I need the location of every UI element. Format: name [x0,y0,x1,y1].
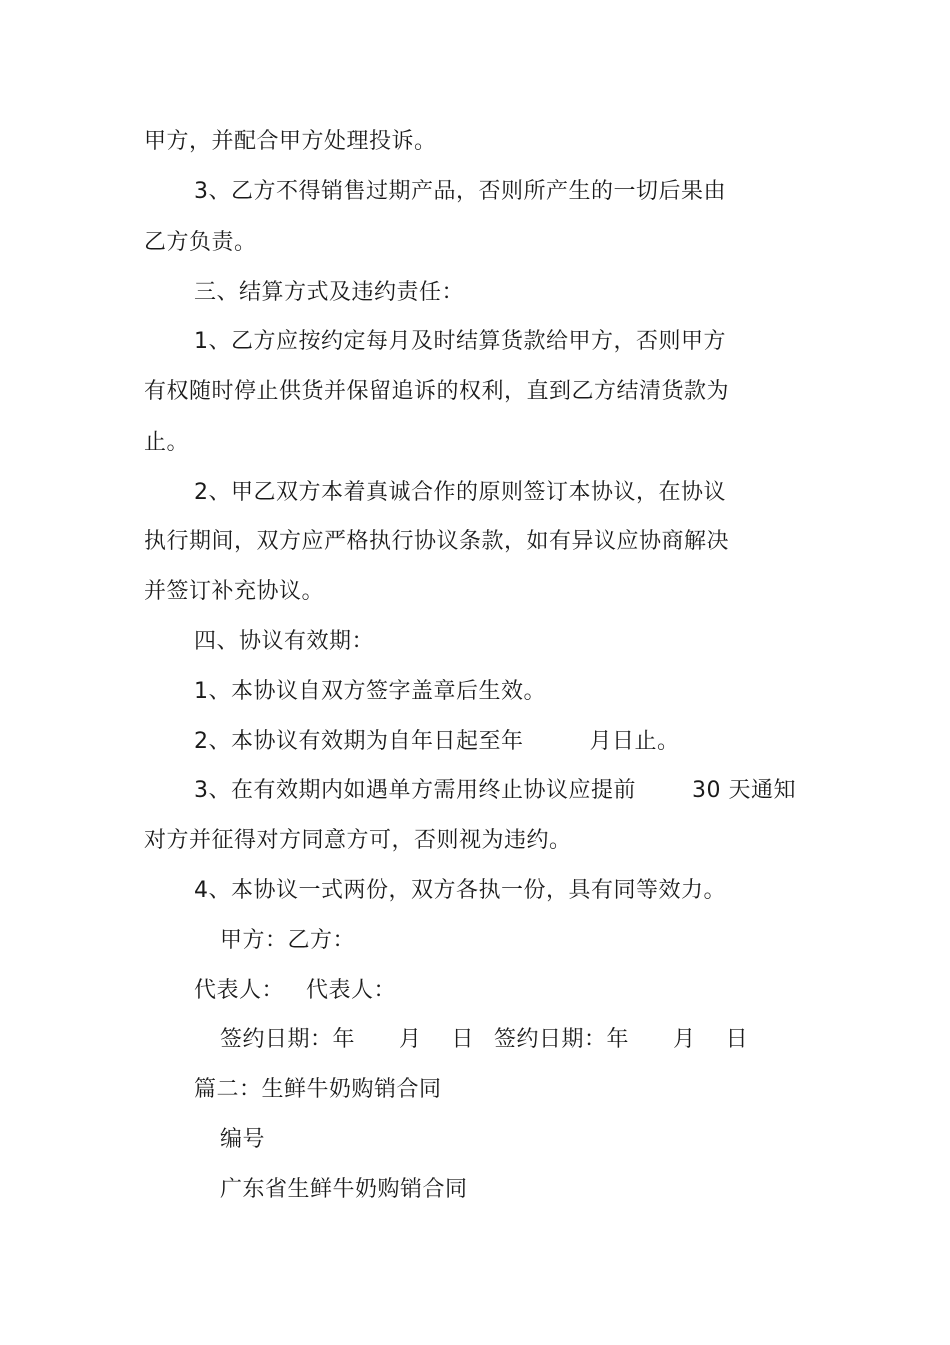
section-heading: 三、结算方式及违约责任： [194,280,465,305]
validity-text-end: 月日止。 [589,729,680,754]
signing-date-b-month: 月 [673,1027,696,1052]
text-line: 乙方负责。 [144,230,257,255]
contract-title: 广东省生鲜牛奶购销合同 [220,1177,468,1202]
clause-line: 2、甲乙双方本着真诚合作的原则签订本协议，在协议 [194,480,726,505]
signing-date-a-label: 签约日期：年 [220,1027,356,1052]
text-line: 执行期间，双方应严格执行协议条款，如有异议应协商解决 [144,529,730,554]
notice-text-start: 3、在有效期内如遇单方需用终止协议应提前 [194,778,636,803]
text-line: 甲方，并配合甲方处理投诉。 [144,129,437,154]
section-heading: 四、协议有效期： [194,629,375,654]
signing-date-a-month: 月 [399,1027,422,1052]
clause-line: 3、乙方不得销售过期产品，否则所产生的一切后果由 [194,179,726,204]
clause-line: 1、乙方应按约定每月及时结算货款给甲方，否则甲方 [194,329,726,354]
notice-clause [194,776,796,806]
text-line: 并签订补充协议。 [144,579,325,604]
representative-a: 代表人： [194,978,285,1003]
text-line: 有权随时停止供货并保留追诉的权利，直到乙方结清货款为 [144,379,730,404]
clause-line: 4、本协议一式两份，双方各执一份，具有同等效力。 [194,878,726,903]
validity-clause [194,727,680,757]
signing-date-line [220,1025,748,1055]
validity-text-start: 2、本协议有效期为自年日起至年 [194,729,524,754]
signing-date-a-day: 日 [451,1027,475,1052]
signing-date-b-day: 日 [725,1027,749,1052]
signing-date-b-label: 签约日期：年 [494,1027,630,1052]
text-line: 对方并征得对方同意方可，否则视为违约。 [144,828,572,853]
chapter-heading: 篇二：生鲜牛奶购销合同 [194,1077,442,1102]
clause-line: 1、本协议自双方签字盖章后生效。 [194,679,546,704]
number-label: 编号 [220,1127,266,1152]
representative-line [194,976,396,1006]
notice-text-end: 30 天通知 [692,778,796,803]
text-line: 止。 [144,430,190,455]
party-line: 甲方：乙方： [220,928,356,953]
representative-b: 代表人： [306,978,397,1003]
